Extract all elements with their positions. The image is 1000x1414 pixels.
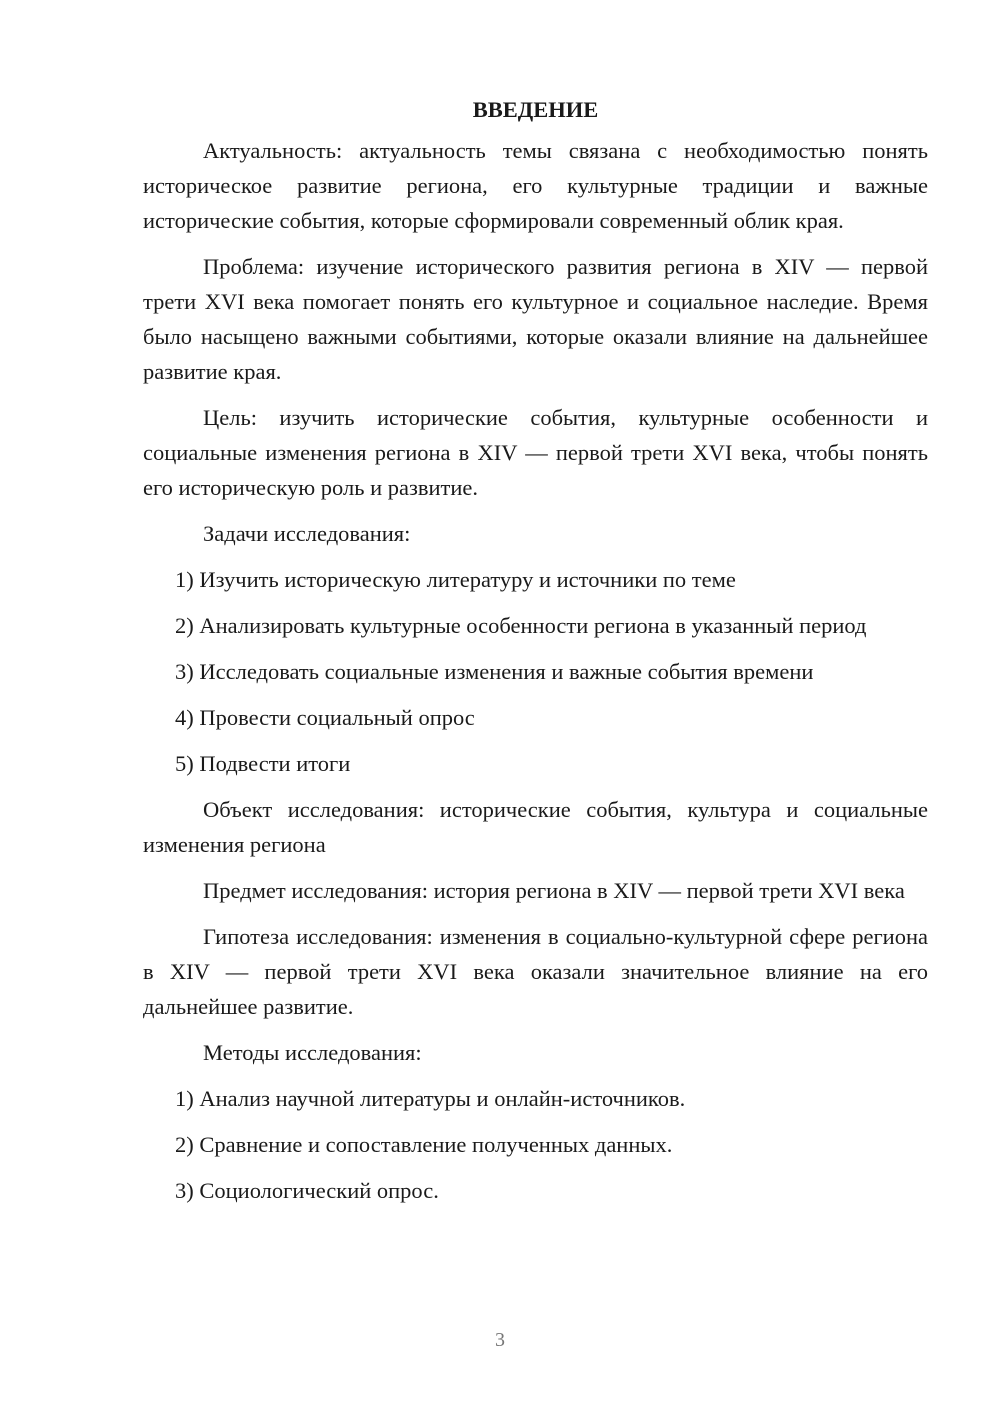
method-item: 1) Анализ научной литературы и онлайн-источников. — [175, 1086, 686, 1111]
task-item: 4) Провести социальный опрос — [175, 705, 475, 730]
document-page — [143, 92, 928, 1219]
page-number: 3 — [495, 1329, 505, 1351]
methods-title: Методы исследования: — [203, 1040, 422, 1065]
task-item: 3) Исследовать социальные изменения и важные события времени — [175, 659, 814, 684]
task-item: 5) Подвести итоги — [175, 751, 351, 776]
hypothesis-paragraph: Гипотеза исследования: изменения в социально-культурной сфере региона в XIV — первой трети XVI века оказали значительное влияние на его дальнейшее развитие. — [143, 924, 928, 1019]
method-item: 2) Сравнение и сопоставление полученных данных. — [175, 1132, 673, 1157]
method-item: 3) Социологический опрос. — [175, 1178, 439, 1203]
task-item: 1) Изучить историческую литературу и источники по теме — [175, 567, 736, 592]
object-paragraph: Объект исследования: исторические события, культура и социальные изменения региона — [143, 797, 928, 857]
tasks-title: Задачи исследования: — [203, 521, 411, 546]
problem-paragraph: Проблема: изучение исторического развития региона в XIV — первой трети XVI века помогает понять его культурное и социальное наследие. Время было насыщено важными событиями, которые оказали влияние на дальнейшее развитие края. — [143, 254, 928, 384]
task-item: 2) Анализировать культурные особенности региона в указанный период — [175, 613, 867, 638]
subject-paragraph: Предмет исследования: история региона в XIV — первой трети XVI века — [203, 878, 905, 903]
relevance-paragraph: Актуальность: актуальность темы связана с необходимостью понять историческое развитие региона, его культурные традиции и важные исторические события, которые сформировали современный облик края. — [143, 138, 928, 233]
section-heading: ВВЕДЕНИЕ — [472, 97, 599, 122]
goal-paragraph: Цель: изучить исторические события, культурные особенности и социальные изменения региона в XIV — первой трети XVI века, чтобы понять его историческую роль и развитие. — [143, 405, 928, 500]
